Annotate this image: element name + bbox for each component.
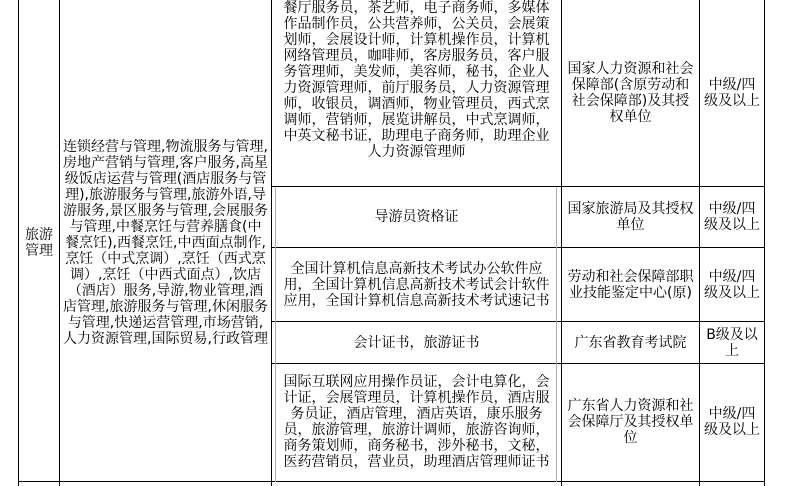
table-gridline [271, 321, 765, 322]
table-row-2-level: 中级/四级及以上 [704, 201, 760, 233]
table-gridline [271, 0, 272, 486]
table-border-left [18, 0, 19, 486]
table-row-5-certificates: 国际互联网应用操作员证，会计电算化，会计证，会展管理员，计算机操作员，酒店服务员证，酒店管理，酒店英语，康乐服务员，旅游管理，旅游计调师，旅游咨询师，商务策划师，商务秘书，涉外秘书，文秘，医药营销员，营业员，助理酒店管理师证书 [283, 374, 550, 470]
majors-cell [60, 0, 271, 486]
table-gridline [271, 247, 765, 248]
table-row-3-level: 中级/四级及以上 [704, 268, 760, 301]
table-row-4-level: B级及以上 [706, 326, 758, 359]
category-cell [19, 0, 59, 486]
table-row-1-authority: 国家人力资源和社会保障部(含原劳动和社会保障部)及其授权单位 [567, 61, 694, 125]
table-row-4-authority: 广东省教育考试院 [574, 334, 687, 351]
table-row-3-authority: 劳动和社会保障部职业技能鉴定中心(原) [567, 268, 694, 301]
table-row-1-level: 中级/四级及以上 [704, 77, 760, 109]
table-row-2-authority: 国家旅游局及其授权单位 [567, 201, 694, 233]
table-gridline [561, 0, 562, 486]
majors-text: 连锁经营与管理,物流服务与管理,房地产营销与管理,客户服务,高星级饭店运营与管理(酒店服务与管理),旅游服务与管理,旅游外语,导游服务,景区服务与管理,会展服务与管理,中餐烹饪与营养膳食(中餐烹饪),西餐烹饪,中西面点制作,烹饪（中式烹调）,烹饪（西式烹调）,烹饪（中西式面点）,饮店（酒店）服务,导游,物业管理,酒店管理,旅游服务与管理,休闲服务与管理,快递运营管理,市场营销,人力资源管理,国际贸易,行政管理 [63, 139, 268, 347]
table-row-2-certificates: 导游员资格证 [374, 209, 459, 225]
table-gridline [271, 363, 765, 364]
table-gridline [275, 187, 276, 482]
table-border-right [764, 0, 765, 486]
table-row-4-certificates: 会计证书，旅游证书 [353, 334, 480, 351]
table-row-5-level: 中级/四级及以上 [704, 406, 760, 438]
table-gridline [271, 186, 765, 187]
category-label: 旅游管理 [25, 227, 53, 259]
table-gridline [18, 481, 765, 482]
table-gridline [59, 0, 60, 486]
table-row-1-certificates: 餐厅服务员，茶艺师，电子商务师，多媒体作品制作员，公共营养师，公关员，会展策划师，会展设计师，计算机操作员，计算机网络管理员，咖啡师，客房服务员，客户服务管理师，美发师，美容师，秘书，企业人力资源管理师，前厅服务员，人力资源管理师，收银员，调酒师，物业管理员，西式烹调师，营销师，展览讲解员，中式烹调师，中英文秘书证，助理电子商务师，助理企业人力资源管理师 [283, 0, 550, 160]
table-row-3-certificates: 全国计算机信息高新技术考试办公软件应用，全国计算机信息高新技术考试会计软件应用，全国计算机信息高新技术考试速记书 [283, 260, 550, 309]
table-gridline [699, 0, 700, 486]
table-row-5-authority: 广东省人力资源和社会保障厅及其授权单位 [567, 398, 694, 446]
table-gridline [556, 187, 557, 482]
